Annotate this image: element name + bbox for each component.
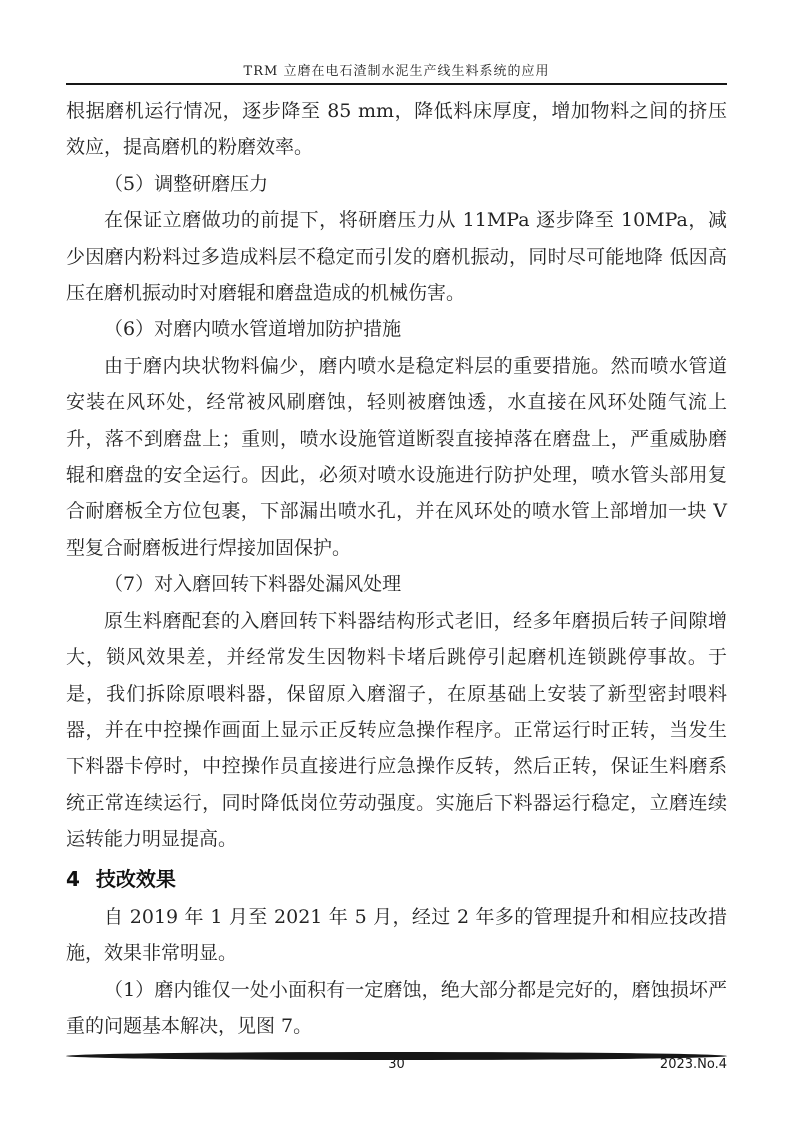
section-4-paragraph: 自 2019 年 1 月至 2021 年 5 月，经过 2 年多的管理提升和相应技改措施，效果非常明显。 xyxy=(66,905,727,965)
item-7-title: （7）对入磨回转下料器处漏风处理 xyxy=(104,573,402,596)
paragraph-continuation: 根据磨机运行情况，逐步降至 85 mm，降低料床厚度，增加物料之间的挤压效应，提高磨机的粉磨效率。 xyxy=(66,100,727,159)
footer-rule xyxy=(66,1046,727,1056)
running-title: TRM 立磨在电石渣制水泥生产线生料系统的应用 xyxy=(243,64,550,79)
item-6-body: 由于磨内块状物料偏少，磨内喷水是稳定料层的重要措施。然而喷水管道安装在风环处，经常被风刷磨蚀，轻则被磨蚀透，水直接在风环处随气流上升，落不到磨盘上；重则，喷水设施管道断裂直接掉落在磨盘上，严重威胁磨辊和磨盘的安全运行。因此，必须对喷水设施进行防护处理，喷水管头部用复合耐磨板全方位包裹，下部漏出喷水孔，并在风环处的喷水管上部增加一块 V 型复合耐磨板进行焊接加固保护。 xyxy=(66,354,727,559)
page-number: 30 xyxy=(388,1057,405,1072)
item-5-body: 在保证立磨做功的前提下，将研磨压力从 11MPa 逐步降至 10MPa，减少因磨内粉料过多造成料层不稳定而引发的磨机振动，同时尽可能地降 低因高压在磨机振动时对磨辊和磨盘造成的机械伤害。 xyxy=(66,209,727,305)
issue-number: 2023.No.4 xyxy=(659,1057,727,1072)
body-text-column xyxy=(66,93,727,1045)
section-4-title: 技改效果 xyxy=(95,866,176,891)
section-4-item-1: （1）磨内锥仅一处小面积有一定磨蚀，绝大部分都是完好的，磨蚀损坏严重的问题基本解决，见图 7。 xyxy=(66,978,727,1038)
section-4-heading xyxy=(66,861,727,897)
item-6-title: （6）对磨内喷水管道增加防护措施 xyxy=(104,318,402,341)
section-4-number: 4 xyxy=(66,866,80,891)
item-5-title: （5）调整研磨压力 xyxy=(104,172,269,195)
header-rule xyxy=(66,83,727,85)
item-7-body: 原生料磨配套的入磨回转下料器结构形式老旧，经多年磨损后转子间隙增大，锁风效果差，并经常发生因物料卡堵后跳停引起磨机连锁跳停事故。于是，我们拆除原喂料器，保留原入磨溜子，在原基础上安装了新型密封喂料器，并在中控操作画面上显示正反转应急操作程序。正常运行时正转，当发生下料器卡停时，中控操作员直接进行应急操作反转，然后正转，保证生料磨系统正常连续运行，同时降低岗位劳动强度。实施后下料器运行稳定，立磨连续运转能力明显提高。 xyxy=(66,609,727,851)
